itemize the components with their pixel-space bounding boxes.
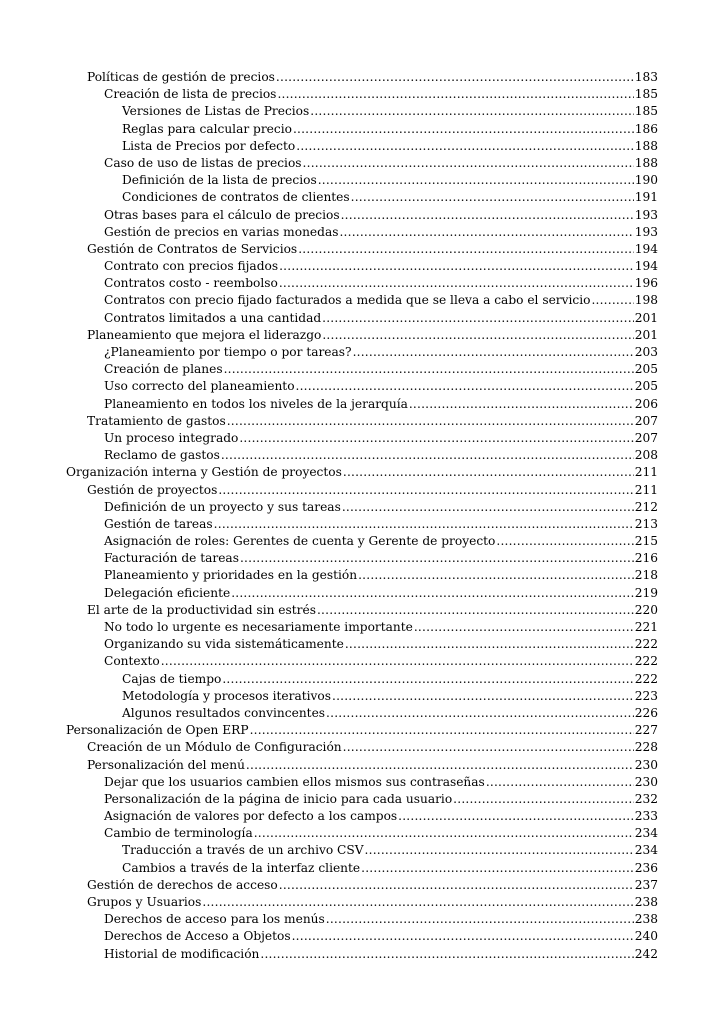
toc-entry[interactable]	[66, 361, 658, 378]
toc-entry-title: Creación de planes	[104, 362, 223, 377]
toc-entry[interactable]	[66, 860, 658, 877]
toc-entry-title: Derechos de Acceso a Objetos	[104, 929, 291, 944]
toc-entry[interactable]	[66, 825, 658, 842]
toc-entry-title: Creación de un Módulo de Configuración	[87, 740, 342, 755]
toc-entry-title: Delegación eficiente	[104, 585, 231, 600]
toc-entry[interactable]	[66, 808, 658, 825]
toc-entry-page-number: 220	[634, 602, 658, 617]
toc-entry-title: Un proceso integrado	[104, 430, 239, 445]
toc-entry[interactable]	[66, 946, 658, 963]
toc-entry[interactable]	[66, 774, 658, 791]
toc-entry-page-number: 238	[634, 895, 658, 909]
toc-entry[interactable]	[66, 86, 658, 103]
toc-entry-title: Personalización del menú	[87, 757, 245, 772]
dot-leader	[240, 550, 634, 567]
toc-entry[interactable]	[66, 894, 658, 911]
toc-entry-title: Gestión de Contratos de Servicios	[87, 241, 298, 256]
toc-entry-page-number: 190	[634, 173, 658, 188]
dot-leader	[326, 911, 634, 928]
toc-entry-page-number: 188	[634, 155, 658, 170]
dot-leader	[254, 825, 634, 842]
toc-entry-title: No todo lo urgente es necesariamente importante	[104, 620, 413, 634]
toc-entry-title: Contratos con precio fijado facturados a medida que se lleva a cabo el servicio	[104, 293, 591, 308]
toc-entry-title: Uso correcto del planeamiento	[104, 379, 295, 394]
dot-leader	[343, 739, 634, 756]
toc-entry-page-number: 207	[634, 430, 658, 445]
toc-entry-title: Contratos limitados a una cantidad	[104, 310, 322, 325]
toc-entry-title: Metodología y procesos iterativos	[122, 688, 331, 703]
toc-entry[interactable]	[66, 516, 658, 533]
toc-entry-title: Contexto	[104, 654, 160, 669]
toc-entry-title: ¿Planeamiento por tiempo o por tareas?	[104, 345, 352, 359]
toc-entry-title: Traducción a través de un archivo CSV	[122, 843, 364, 858]
toc-entry-title: Versiones de Listas de Precios	[122, 104, 310, 119]
dot-leader	[343, 464, 634, 481]
dot-leader	[310, 103, 633, 120]
dot-leader	[303, 155, 634, 172]
toc-entry[interactable]	[66, 327, 658, 344]
toc-entry-page-number: 185	[634, 104, 658, 119]
dot-leader	[276, 69, 634, 86]
toc-entry[interactable]	[66, 636, 658, 653]
dot-leader	[345, 636, 634, 653]
toc-entry-page-number: 222	[634, 654, 658, 669]
toc-entry[interactable]	[66, 842, 658, 859]
toc-entry-title: El arte de la productividad sin estrés	[87, 602, 316, 617]
toc-entry-page-number: 222	[634, 637, 658, 652]
toc-entry-page-number: 236	[634, 860, 658, 875]
dot-leader	[365, 842, 634, 859]
toc-entry-title: Condiciones de contratos de clientes	[122, 190, 350, 205]
toc-entry[interactable]	[66, 344, 658, 361]
toc-entry-title: Otras bases para el cálculo de precios	[104, 207, 340, 222]
dot-leader	[279, 877, 634, 894]
toc-entry-title: Gestión de derechos de acceso	[87, 877, 278, 892]
dot-leader	[298, 241, 634, 258]
toc-entry[interactable]	[66, 602, 658, 619]
toc-entry-title: Cambio de terminología	[104, 826, 253, 841]
toc-entry-title: Gestión de precios en varias monedas	[104, 224, 339, 239]
toc-entry-title: Contrato con precios fijados	[104, 259, 279, 274]
dot-leader	[361, 860, 634, 877]
toc-entry-page-number: 191	[634, 190, 658, 205]
dot-leader	[414, 619, 634, 636]
toc-entry-page-number: 216	[634, 551, 658, 566]
dot-leader	[239, 430, 633, 447]
toc-entry[interactable]	[66, 653, 658, 670]
toc-entry[interactable]	[66, 550, 658, 567]
toc-entry-title: Tratamiento de gastos	[87, 413, 226, 428]
toc-entry-page-number: 188	[634, 138, 658, 153]
toc-entry[interactable]	[66, 207, 658, 224]
toc-entry[interactable]	[66, 224, 658, 241]
toc-entry-page-number: 211	[634, 482, 658, 497]
dot-leader	[292, 928, 634, 945]
toc-entry-page-number: 226	[634, 705, 658, 720]
toc-entry-title: Gestión de proyectos	[87, 482, 218, 497]
toc-entry-page-number: 185	[634, 87, 658, 102]
toc-entry[interactable]	[66, 464, 658, 481]
toc-entry[interactable]	[66, 69, 658, 86]
dot-leader	[342, 499, 634, 516]
dot-leader	[332, 688, 634, 705]
dot-leader	[202, 894, 633, 911]
toc-entry-page-number: 206	[634, 396, 658, 411]
toc-entry-page-number: 223	[634, 688, 658, 703]
toc-entry[interactable]	[66, 378, 658, 395]
dot-leader	[296, 138, 633, 155]
dot-leader	[358, 567, 634, 584]
dot-leader	[214, 516, 634, 533]
toc-entry[interactable]	[66, 499, 658, 516]
dot-leader	[326, 705, 634, 722]
toc-entry[interactable]	[66, 155, 658, 172]
toc-entry-page-number: 194	[634, 241, 658, 256]
toc-entry[interactable]	[66, 619, 658, 636]
toc-entry-title: Lista de Precios por defecto	[122, 138, 296, 153]
toc-entry-page-number: 198	[634, 293, 658, 308]
dot-leader	[218, 482, 633, 499]
toc-entry-page-number: 234	[634, 826, 658, 841]
dot-leader	[486, 774, 634, 791]
dot-leader	[222, 671, 633, 688]
toc-entry-title: Reglas para calcular precio	[122, 121, 292, 136]
toc-entry-page-number: 211	[634, 465, 658, 480]
toc-entry-page-number: 203	[634, 345, 658, 359]
dot-leader	[353, 344, 634, 361]
toc-entry-title: Planeamiento que mejora el liderazgo	[87, 327, 322, 342]
toc-entry[interactable]	[66, 447, 658, 464]
dot-leader	[322, 310, 634, 327]
toc-entry-page-number: 205	[634, 362, 658, 377]
toc-entry-title: Personalización de la página de inicio para cada usuario	[104, 791, 453, 806]
toc-entry-page-number: 232	[634, 791, 658, 806]
toc-entry-page-number: 205	[634, 379, 658, 394]
toc-entry-title: Caso de uso de listas de precios	[104, 155, 302, 170]
toc-entry[interactable]	[66, 533, 658, 550]
dot-leader	[339, 224, 633, 241]
dot-leader	[453, 791, 634, 808]
toc-entry-title: Facturación de tareas	[104, 551, 239, 566]
dot-leader	[322, 327, 633, 344]
dot-leader	[246, 757, 634, 774]
toc-entry-page-number: 242	[634, 946, 658, 961]
toc-entry-page-number: 194	[634, 259, 658, 274]
dot-leader	[279, 258, 634, 275]
dot-leader	[224, 361, 634, 378]
toc-entry-page-number: 201	[634, 310, 658, 325]
toc-entry[interactable]	[66, 928, 658, 945]
toc-entry-title: Reclamo de gastos	[104, 448, 220, 463]
toc-entry-page-number: 230	[634, 757, 658, 772]
dot-leader	[231, 585, 634, 602]
toc-entry-page-number: 201	[634, 327, 658, 342]
toc-entry-title: Planeamiento y prioridades en la gestión	[104, 568, 358, 583]
toc-entry-title: Contratos costo - reembolso	[104, 276, 278, 291]
toc-entry-page-number: 183	[634, 70, 658, 84]
toc-entry[interactable]	[66, 482, 658, 499]
dot-leader	[317, 602, 634, 619]
dot-leader	[591, 292, 633, 309]
dot-leader	[398, 808, 634, 825]
dot-leader	[227, 413, 634, 430]
dot-leader	[296, 378, 634, 395]
toc-entry-title: Asignación de valores por defecto a los campos	[104, 809, 398, 824]
toc-entry-page-number: 221	[634, 620, 658, 634]
toc-entry[interactable]	[66, 567, 658, 584]
table-of-contents	[66, 69, 658, 963]
toc-entry-page-number: 212	[634, 499, 658, 514]
dot-leader	[293, 121, 634, 138]
toc-entry-page-number: 193	[634, 224, 658, 239]
toc-entry-title: Creación de lista de precios	[104, 87, 277, 102]
toc-entry[interactable]	[66, 791, 658, 808]
toc-entry-title: Cajas de tiempo	[122, 671, 222, 686]
toc-entry-title: Dejar que los usuarios cambien ellos mismos sus contraseñas	[104, 774, 485, 789]
dot-leader	[409, 396, 634, 413]
toc-entry-page-number: 230	[634, 774, 658, 789]
toc-entry-page-number: 196	[634, 276, 658, 291]
toc-entry[interactable]	[66, 258, 658, 275]
toc-entry-page-number: 222	[634, 671, 658, 686]
toc-entry[interactable]	[66, 739, 658, 756]
toc-entry-page-number: 237	[634, 877, 658, 892]
toc-entry[interactable]	[66, 413, 658, 430]
toc-entry-title: Organización interna y Gestión de proyectos	[66, 465, 342, 480]
toc-entry[interactable]	[66, 396, 658, 413]
toc-entry-title: Historial de modificación	[104, 946, 260, 961]
dot-leader	[277, 86, 633, 103]
toc-entry-title: Políticas de gestión de precios	[87, 70, 275, 84]
toc-entry[interactable]	[66, 911, 658, 928]
toc-entry-page-number: 238	[634, 912, 658, 927]
toc-entry-page-number: 186	[634, 121, 658, 136]
toc-entry-title: Grupos y Usuarios	[87, 895, 202, 909]
toc-entry-page-number: 227	[634, 723, 658, 738]
dot-leader	[351, 189, 634, 206]
toc-entry-page-number: 218	[634, 568, 658, 583]
toc-entry-page-number: 213	[634, 516, 658, 531]
toc-entry-page-number: 240	[634, 929, 658, 944]
dot-leader	[496, 533, 633, 550]
dot-leader	[221, 447, 634, 464]
toc-entry[interactable]	[66, 138, 658, 155]
toc-entry-title: Personalización de Open ERP	[66, 723, 249, 738]
toc-entry[interactable]	[66, 722, 658, 739]
dot-leader	[260, 946, 633, 963]
dot-leader	[250, 722, 634, 739]
toc-entry-title: Derechos de acceso para los menús	[104, 912, 325, 927]
toc-entry[interactable]	[66, 585, 658, 602]
dot-leader	[318, 172, 634, 189]
toc-entry[interactable]	[66, 292, 658, 309]
toc-entry-page-number: 219	[634, 585, 658, 600]
toc-entry-title: Asignación de roles: Gerentes de cuenta y Gerente de proyecto	[104, 534, 496, 549]
toc-entry[interactable]	[66, 189, 658, 206]
toc-entry-title: Organizando su vida sistemáticamente	[104, 637, 344, 652]
dot-leader	[279, 275, 634, 292]
toc-entry-title: Definición de un proyecto y sus tareas	[104, 499, 341, 514]
toc-entry[interactable]	[66, 103, 658, 120]
toc-entry-page-number: 228	[634, 740, 658, 755]
toc-entry[interactable]	[66, 430, 658, 447]
toc-entry[interactable]	[66, 310, 658, 327]
toc-entry[interactable]	[66, 172, 658, 189]
toc-entry[interactable]	[66, 688, 658, 705]
toc-entry-title: Cambios a través de la interfaz cliente	[122, 860, 361, 875]
toc-entry-page-number: 207	[634, 413, 658, 428]
toc-entry[interactable]	[66, 241, 658, 258]
toc-entry-title: Gestión de tareas	[104, 516, 213, 531]
toc-entry[interactable]	[66, 877, 658, 894]
toc-entry[interactable]	[66, 121, 658, 138]
toc-entry[interactable]	[66, 757, 658, 774]
toc-entry-title: Definición de la lista de precios	[122, 173, 317, 188]
toc-entry-page-number: 234	[634, 843, 658, 858]
dot-leader	[161, 653, 634, 670]
toc-entry-page-number: 208	[634, 448, 658, 463]
toc-entry-title: Algunos resultados convincentes	[122, 705, 326, 720]
toc-entry-page-number: 215	[634, 534, 658, 549]
dot-leader	[341, 207, 634, 224]
toc-entry-title: Planeamiento en todos los niveles de la jerarquía	[104, 396, 408, 411]
toc-entry[interactable]	[66, 671, 658, 688]
toc-entry[interactable]	[66, 705, 658, 722]
toc-entry-page-number: 233	[634, 809, 658, 824]
toc-entry-page-number: 193	[634, 207, 658, 222]
toc-entry[interactable]	[66, 275, 658, 292]
